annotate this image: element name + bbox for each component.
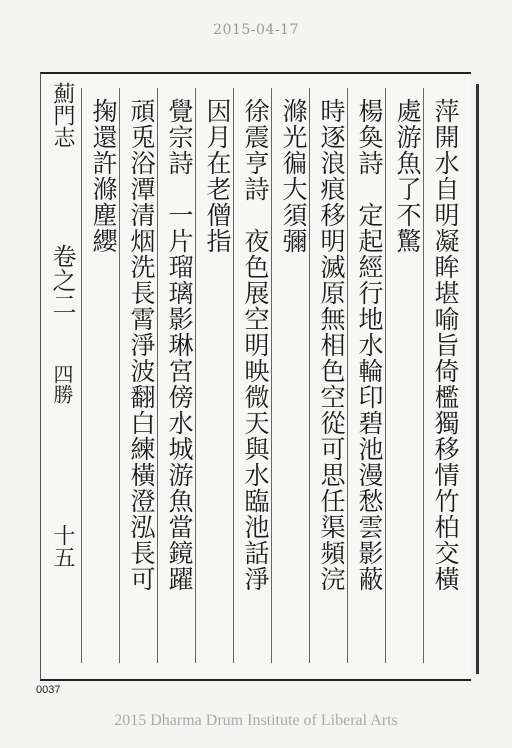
institute-footer: 2015 Dharma Drum Institute of Liberal Arts bbox=[114, 712, 398, 729]
margin-section-label: 四勝 bbox=[50, 364, 74, 404]
text-column-9: 頑兎浴潭清烟洗長霄淨波翻白練橫澄泓長可 bbox=[127, 98, 156, 592]
scan-date-stamp: 2015-04-17 bbox=[213, 22, 299, 38]
text-column-6: 徐震亨詩 夜色展空明映微天與水臨池話淨 bbox=[241, 98, 270, 592]
text-column-3: 楊奐詩 定起經行地水輪印碧池漫愁雲影蔽 bbox=[355, 98, 384, 592]
text-column-5: 滌光徧大須彌 bbox=[279, 98, 308, 254]
margin-leaf-number: 十五 bbox=[50, 524, 75, 568]
book-page bbox=[40, 72, 471, 681]
page-number: 0037 bbox=[36, 684, 61, 696]
text-column-1: 萍開水自明凝眸堪喻旨倚檻獨移情竹柏交橫 bbox=[431, 98, 460, 592]
margin-book-title: 薊門志 bbox=[50, 82, 75, 148]
text-column-10: 掬還許滌塵纓 bbox=[89, 98, 118, 254]
margin-juan-label: 卷之二 bbox=[48, 244, 76, 316]
page-margin-strip bbox=[41, 74, 81, 679]
column-rule bbox=[81, 88, 82, 663]
text-column-8: 覺宗詩 一片瑠璃影琳宮傍水城游魚當鏡躍 bbox=[165, 98, 194, 592]
text-column-4: 時逐浪痕移明滅原無相色空從可思任渠頻浣 bbox=[317, 98, 346, 592]
text-column-7: 因月在老僧指 bbox=[203, 98, 232, 254]
text-column-2: 處游魚了不驚 bbox=[393, 98, 422, 254]
